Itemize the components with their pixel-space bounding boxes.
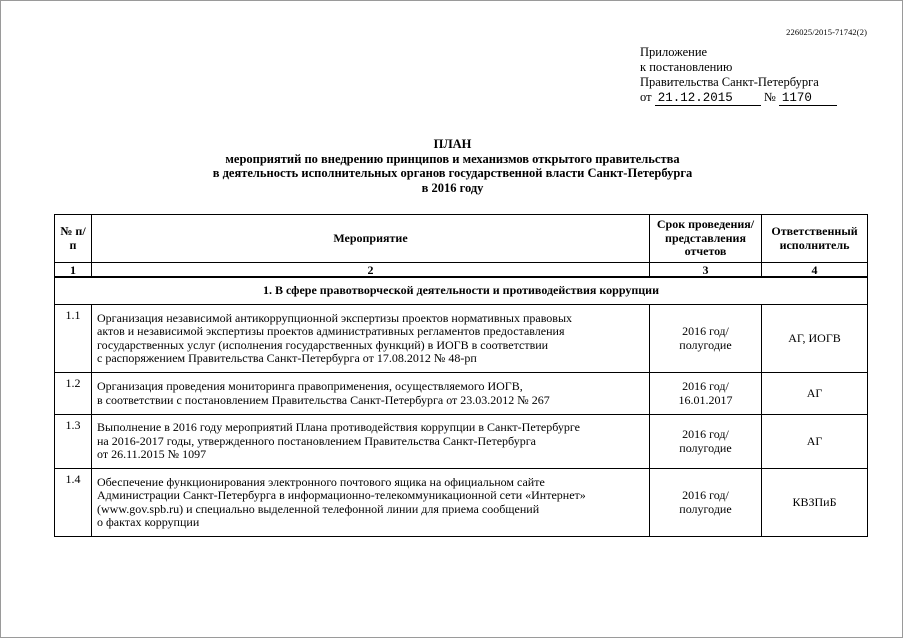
header-responsible: Ответственный исполнитель	[762, 215, 868, 263]
event-line: Выполнение в 2016 году мероприятий Плана противодействия коррупции в Санкт-Петербурге	[97, 420, 580, 435]
column-number: 1	[55, 263, 92, 278]
title-line-4: в 2016 году	[421, 180, 484, 195]
row-event	[92, 373, 650, 415]
deadline-line: полугодие	[679, 337, 732, 352]
row-deadline	[650, 305, 762, 373]
column-numbers-row	[55, 263, 868, 278]
deadline-line: 16.01.2017	[678, 392, 733, 407]
table-row	[55, 305, 868, 373]
row-event	[92, 415, 650, 469]
row-number: 1.2	[55, 373, 92, 415]
row-number: 1.1	[55, 305, 92, 373]
deadline-line: 2016 год/	[682, 379, 729, 393]
appendix-date-line	[640, 90, 837, 106]
column-number: 2	[92, 263, 650, 278]
appendix-block	[640, 45, 837, 106]
plan-title	[0, 137, 905, 195]
row-deadline	[650, 469, 762, 537]
table-header-row	[55, 215, 868, 263]
decree-number: 1170	[779, 92, 837, 106]
row-responsible: АГ	[762, 373, 868, 415]
deadline-line: полугодие	[679, 501, 732, 516]
row-deadline	[650, 373, 762, 415]
event-line: с распоряжением Правительства Санкт-Петербурга от 17.08.2012 № 48-рп	[97, 351, 477, 365]
table-row	[55, 469, 868, 537]
column-number: 4	[762, 263, 868, 278]
plan-table	[54, 214, 868, 537]
row-number: 1.4	[55, 469, 92, 537]
event-line: Организация проведения мониторинга правоприменения, осуществляемого ИОГВ,	[97, 379, 523, 393]
table-row	[55, 373, 868, 415]
row-number: 1.3	[55, 415, 92, 469]
section-title: 1. В сфере правотворческой деятельности и противодействия коррупции	[55, 277, 868, 305]
event-line: (www.gov.spb.ru) и специально выделенной телефонной линии для приема сообщений	[97, 501, 540, 516]
event-line: на 2016-2017 годы, утвержденного постановлением Правительства Санкт-Петербурга	[97, 433, 536, 448]
decree-date: 21.12.2015	[655, 92, 761, 106]
section-row	[55, 277, 868, 305]
event-line: Организация независимой антикоррупционной экспертизы проектов нормативных правовых	[97, 310, 573, 325]
event-line: в соответствии с постановлением Правительства Санкт-Петербурга от 23.03.2012 № 267	[97, 392, 550, 407]
title-line-1: ПЛАН	[433, 137, 472, 151]
event-line: от 26.11.2015 № 1097	[97, 447, 207, 462]
deadline-line: полугодие	[679, 440, 732, 455]
column-number: 3	[650, 263, 762, 278]
event-line: о фактах коррупции	[97, 515, 200, 529]
appendix-line-2: к постановлению	[640, 60, 733, 74]
row-event	[92, 469, 650, 537]
row-responsible: АГ	[762, 415, 868, 469]
row-responsible: АГ, ИОГВ	[762, 305, 868, 373]
row-event	[92, 305, 650, 373]
deadline-line: 2016 год/	[682, 427, 729, 441]
row-responsible: КВЗПиБ	[762, 469, 868, 537]
header-deadline: Срок проведения/ представления отчетов	[650, 215, 762, 263]
row-deadline	[650, 415, 762, 469]
deadline-line: 2016 год/	[682, 488, 729, 502]
header-num: № п/п	[55, 215, 92, 263]
date-prefix: от	[640, 90, 652, 104]
number-prefix: №	[763, 90, 776, 104]
appendix-line-3: Правительства Санкт-Петербурга	[640, 75, 819, 89]
event-line: государственных услуг (исполнения государственных функций) в ИОГВ в соответствии	[97, 337, 549, 352]
event-line: Администрации Санкт-Петербурга в информационно-телекоммуникационной сети «Интернет»	[97, 488, 586, 502]
event-line: актов и независимой экспертизы проектов административных регламентов предоставления	[97, 324, 565, 338]
title-line-3: в деятельность исполнительных органов государственной власти Санкт-Петербурга	[212, 166, 693, 180]
title-line-2: мероприятий по внедрению принципов и механизмов открытого правительства	[225, 151, 680, 166]
document-registration-number: 226025/2015-71742(2)	[786, 27, 867, 37]
table-row	[55, 415, 868, 469]
appendix-line-1: Приложение	[640, 45, 708, 59]
header-event: Мероприятие	[92, 215, 650, 263]
deadline-line: 2016 год/	[682, 324, 729, 338]
event-line: Обеспечение функционирования электронного почтового ящика на официальном сайте	[97, 474, 545, 489]
